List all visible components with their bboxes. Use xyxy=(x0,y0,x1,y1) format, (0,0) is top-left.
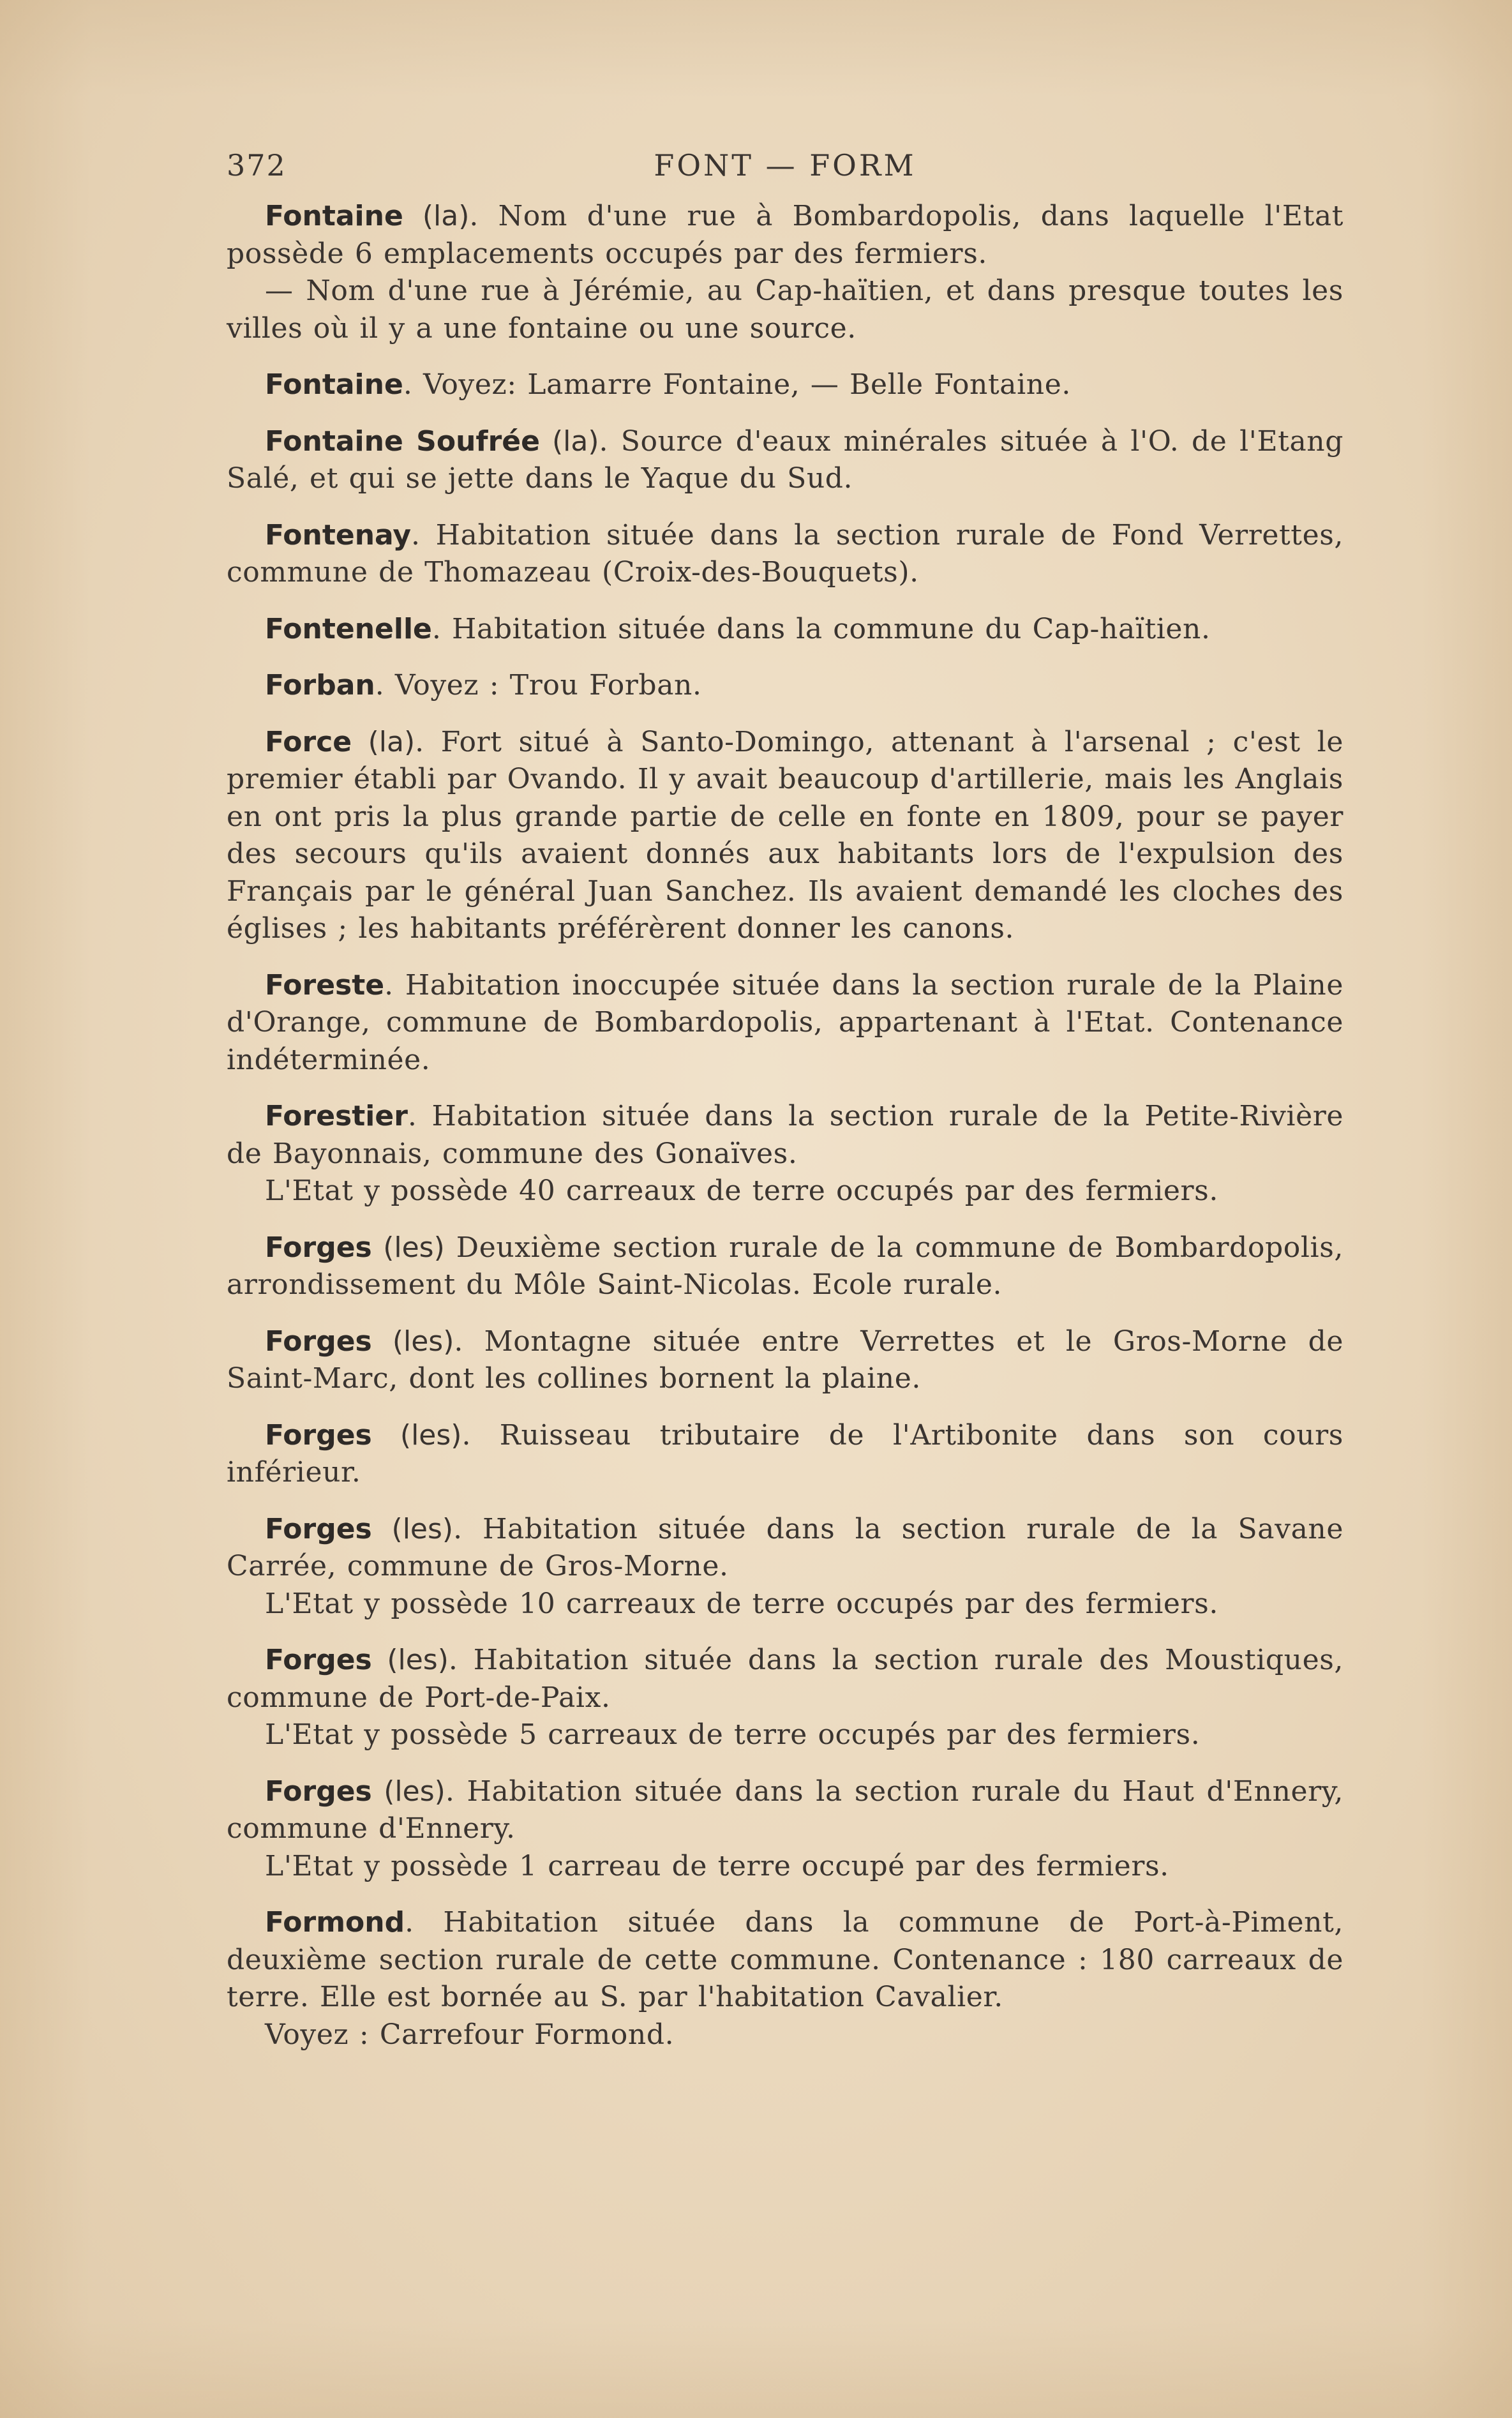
entry-term: Forges xyxy=(265,1775,372,1808)
entry-text: . Habitation située dans la section rurale de Fond Verrettes, commune de Thomazeau (Croix-des-Bouquets). xyxy=(227,518,1344,589)
entry-fontaine xyxy=(227,198,1344,273)
dictionary-page xyxy=(227,148,1344,2054)
entry-text: L'Etat y possède 1 carreau de terre occupé par des fermiers. xyxy=(265,1849,1169,1882)
entry-term-suffix: (les) xyxy=(371,1418,462,1452)
entry-continuation xyxy=(227,1586,1344,1623)
entry-text: . Habitation située dans la section rurale du Haut d'Ennery, commune d'Ennery. xyxy=(227,1775,1344,1845)
entry-term: Formond xyxy=(265,1906,405,1939)
entry-term-suffix: (les) xyxy=(371,1644,449,1676)
entry-text: — Nom d'une rue à Jérémie, au Cap-haïtien, et dans presque toutes les villes où il y a une fontaine ou une source. xyxy=(227,274,1344,345)
entry-continuation xyxy=(227,273,1344,347)
entry-forban xyxy=(227,667,1344,705)
entry-text: . Habitation située dans la section rurale des Moustiques, commune de Port-de-Paix. xyxy=(227,1644,1344,1714)
entry-text: . Habitation inoccupée située dans la section rurale de la Plaine d'Orange, commune de Bombardopolis, appartenant à l'Etat. Contenance indéterminée. xyxy=(227,968,1344,1076)
entry-text: Voyez : Carrefour Formond. xyxy=(265,2018,675,2051)
entry-term: Fontaine xyxy=(265,200,403,232)
entry-text: L'Etat y possède 40 carreaux de terre occupés par des fermiers. xyxy=(265,1175,1218,1207)
entry-text: L'Etat y possède 5 carreaux de terre occupés par des fermiers. xyxy=(265,1718,1201,1751)
entry-term: Fontenelle xyxy=(265,612,432,645)
entry-term: Fontaine xyxy=(265,368,403,401)
entry-term-suffix: (les) xyxy=(371,1512,454,1545)
entry-term: Fontaine Soufrée xyxy=(265,424,540,458)
entry-force xyxy=(227,724,1344,948)
entry-term: Fontenay xyxy=(265,518,412,552)
entry-term: Forges xyxy=(265,1325,372,1358)
entry-fontaine-soufree xyxy=(227,423,1344,498)
entry-term: Forestier xyxy=(265,1100,408,1132)
entry-fontenelle xyxy=(227,611,1344,649)
entry-foreste xyxy=(227,967,1344,1079)
entry-term: Forban xyxy=(265,669,375,702)
entry-term-suffix: (les) xyxy=(371,1325,454,1358)
entry-text: . Fort situé à Santo-Domingo, attenant à l'arsenal ; c'est le premier établi par Ovando. Il y avait beaucoup d'artillerie, mais les Anglais en ont pris la plus grande partie de celle en fonte en 1809, pour se payer des secours qu'ils avaient donnés aux habitants lors de l'expulsion des Français par le général Juan Sanchez. Ils avaient demandé les cloches des églises ; les habitants préférèrent donner les canons. xyxy=(227,725,1344,945)
entry-forges-savane xyxy=(227,1511,1344,1586)
entry-text: . Source d'eaux minérales située à l'O. de l'Etang Salé, et qui se jette dans le Yaque du Sud. xyxy=(227,424,1344,495)
entry-term: Force xyxy=(265,725,352,758)
entry-text: . Voyez: Lamarre Fontaine, — Belle Fontaine. xyxy=(403,368,1071,401)
entry-term-suffix: (les) xyxy=(371,1775,445,1808)
entry-formond xyxy=(227,1904,1344,2016)
page-number: 372 xyxy=(227,148,287,183)
entry-text: L'Etat y possède 10 carreaux de terre occupés par des fermiers. xyxy=(265,1587,1218,1620)
entry-term-suffix: (la) xyxy=(403,200,470,232)
entry-term: Forges xyxy=(265,1231,372,1264)
entry-forges-ennery xyxy=(227,1773,1344,1848)
entry-fontaine-voyez xyxy=(227,366,1344,404)
entry-term: Foreste xyxy=(265,968,385,1002)
entry-forges-section xyxy=(227,1229,1344,1304)
entry-text: Deuxième section rurale de la commune de Bombardopolis, arrondissement du Môle Saint-Nicolas. Ecole rurale. xyxy=(227,1231,1344,1301)
entry-term: Forges xyxy=(265,1418,372,1452)
entry-forges-montagne xyxy=(227,1323,1344,1398)
entry-continuation xyxy=(227,1173,1344,1210)
entry-text: . Voyez : Trou Forban. xyxy=(375,669,702,702)
entry-term: Forges xyxy=(265,1512,372,1545)
entry-term-suffix: (la) xyxy=(539,424,599,458)
entry-continuation xyxy=(227,2016,1344,2054)
entry-continuation xyxy=(227,1848,1344,1886)
entry-text: . Habitation située dans la commune de Port-à-Piment, deuxième section rurale de cette commune. Contenance : 180 carreaux de terre. Elle est bornée au S. par l'habitation Cavalier. xyxy=(227,1906,1344,2013)
entry-forestier xyxy=(227,1098,1344,1173)
entry-term-suffix: (la) xyxy=(352,725,415,758)
entry-text: . Nom d'une rue à Bombardopolis, dans laquelle l'Etat possède 6 emplacements occupés par des fermiers. xyxy=(227,200,1344,270)
entry-fontenay xyxy=(227,517,1344,592)
entry-term-suffix: (les) xyxy=(371,1231,445,1264)
running-head xyxy=(227,148,1344,193)
entry-text: . Ruisseau tributaire de l'Artibonite dans son cours inférieur. xyxy=(227,1418,1344,1489)
entry-text: . Montagne située entre Verrettes et le Gros-Morne de Saint-Marc, dont les collines bornent la plaine. xyxy=(227,1325,1344,1395)
entry-term: Forges xyxy=(265,1644,372,1676)
entry-continuation xyxy=(227,1716,1344,1754)
running-title: FONT — FORM xyxy=(654,148,917,183)
entry-text: . Habitation située dans la section rurale de la Petite-Rivière de Bayonnais, commune des Gonaïves. xyxy=(227,1100,1344,1170)
entry-forges-moustiques xyxy=(227,1642,1344,1716)
entry-text: . Habitation située dans la commune du Cap-haïtien. xyxy=(431,612,1211,645)
entry-text: . Habitation située dans la section rurale de la Savane Carrée, commune de Gros-Morne. xyxy=(227,1512,1344,1582)
entry-forges-ruisseau xyxy=(227,1417,1344,1492)
